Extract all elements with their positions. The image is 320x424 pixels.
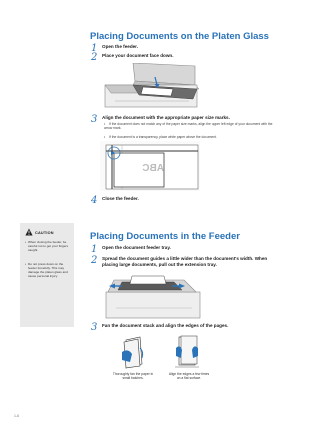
step-text: Close the feeder. bbox=[102, 196, 139, 201]
step-text: Fan the document stack and align the edges of the pages. bbox=[102, 323, 229, 328]
step-number: 1 bbox=[91, 244, 98, 255]
step-close-feeder bbox=[91, 196, 139, 206]
platen-alignment-illustration bbox=[100, 141, 200, 191]
step-number: 2 bbox=[91, 52, 98, 63]
page-number: 1-6 bbox=[14, 414, 20, 418]
caution-item: • When closing the feeder, be careful not to get your fingers caught. bbox=[25, 240, 69, 252]
align-edges-illustration bbox=[172, 334, 202, 370]
bullet-note: • If the document does not match any of the paper size marks, align the upper left edge of your document with the arrow mark. bbox=[104, 122, 273, 131]
align-caption: Align the edges a few times on a flat surface. bbox=[168, 372, 210, 381]
caution-item: • Do not press down on the feeder forcefully. This may damage the platen glass and cause personal injury. bbox=[25, 262, 68, 278]
step-text: Spread the document guides a little wider than the document's width. When placing large documents, pull out the extension tray. bbox=[102, 256, 268, 267]
step-text: Place your document face down. bbox=[102, 53, 174, 58]
section-title-platen: Placing Documents on the Platen Glass bbox=[90, 31, 269, 42]
step-place-face-down bbox=[91, 53, 173, 63]
step-text: Open the document feeder tray. bbox=[102, 245, 171, 250]
section-title-feeder: Placing Documents in the Feeder bbox=[90, 231, 240, 242]
step-number: 3 bbox=[91, 322, 98, 333]
mirrored-abc-text: ABC bbox=[142, 163, 164, 174]
printer-open-lid-illustration bbox=[103, 63, 199, 108]
step-number: 3 bbox=[91, 114, 98, 125]
caution-box bbox=[20, 223, 74, 327]
step-open-feeder-tray bbox=[91, 245, 171, 255]
step-number: 1 bbox=[91, 43, 98, 54]
fan-caption: Thoroughly fan the paper in small batches. bbox=[112, 372, 154, 381]
step-spread-guides bbox=[91, 256, 281, 268]
step-fan-stack bbox=[91, 323, 228, 333]
caution-icon bbox=[25, 228, 33, 236]
step-number: 4 bbox=[91, 195, 98, 206]
fan-paper-illustration bbox=[114, 334, 150, 370]
bullet-note: • If the document is a transparency, place white paper above the document. bbox=[104, 135, 217, 139]
feeder-tray-illustration bbox=[104, 274, 202, 320]
step-text: Align the document with the appropriate paper size marks. bbox=[102, 115, 230, 120]
step-text: Open the feeder. bbox=[102, 44, 138, 49]
step-number: 2 bbox=[91, 255, 98, 266]
caution-title: CAUTION bbox=[35, 231, 54, 235]
